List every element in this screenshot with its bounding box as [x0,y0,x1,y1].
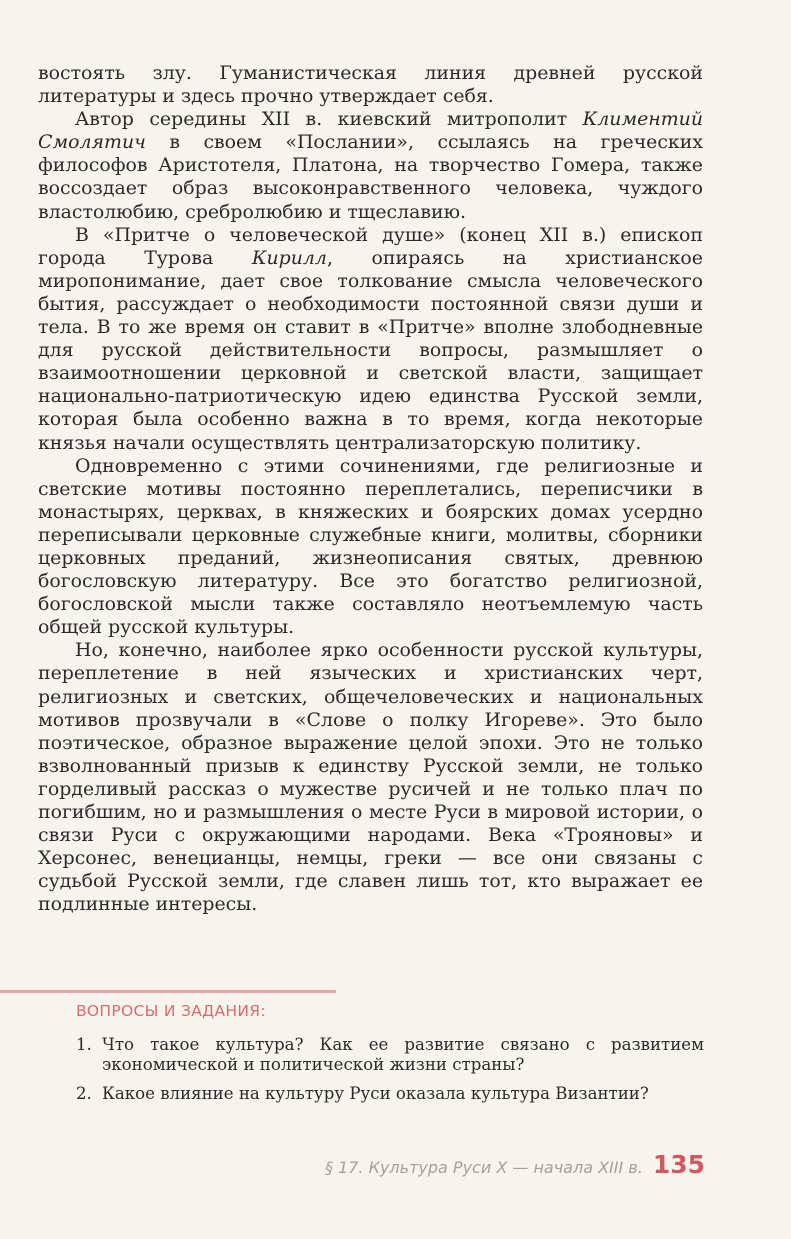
question-item [76,1035,704,1075]
question-item [76,1084,704,1104]
question-list [76,1035,704,1113]
paragraph-2: Автор середины XII в. киевский митрополит Климентий Смолятич в своем «Послании», ссылаясь на греческих философов Аристотеля, Платона, на творчество Гомера, также воссоздает образ высоконравственного человека, чуждого властолюбию, сребролюбию и тщеславию. [38,108,703,223]
section-heading: ВОПРОСЫ И ЗАДАНИЯ: [76,1002,266,1020]
running-head: § 17. Культура Руси X — начала XIII в. [324,1158,643,1177]
paragraph-1: востоять злу. Гуманистическая линия древней русской литературы и здесь прочно утверждает себя. [38,62,703,108]
question-text: Какое влияние на культуру Руси оказала культура Византии? [102,1084,649,1103]
question-text: Что такое культура? Как ее развитие связано с развитием экономической и политической жизни страны? [102,1035,704,1074]
question-number: 1. [76,1035,92,1054]
paragraph-3: В «Притче о человеческой душе» (конец XII в.) епископ города Турова Кирилл, опираясь на христианское миропонимание, дает свое толкование смысла человеческого бытия, рассуждает о необходимости постоянной связи души и тела. В то же время он ставит в «Притче» вполне злободневные для русской действительности вопросы, размышляет о взаимоотношении церковной и светской власти, защищает национально-патриотическую идею единства Русской земли, которая была особенно важна в то время, когда некоторые князья начали осуществлять централизаторскую политику. [38,223,703,454]
main-text [38,62,703,916]
question-number: 2. [76,1084,92,1103]
section-divider [0,990,336,993]
author-name-kirill: Кирилл [251,246,327,269]
page-footer [325,1150,705,1179]
author-name-kliment: Климентий Смолятич [38,108,703,154]
page-number: 135 [652,1150,705,1179]
paragraph-5: Но, конечно, наиболее ярко особенности русской культуры, переплетение в ней языческих и христианских черт, религиозных и светских, общечеловеческих и национальных мотивов прозвучали в «Слове о полку Игореве». Это было поэтическое, образное выражение целой эпохи. Это не только взволнованный призыв к единству Русской земли, не только горделивый рассказ о мужестве русичей и не только плач по погибшим, но и размышления о месте Руси в мировой истории, о связи Руси с окружающими народами. Века «Трояновы» и Херсонес, венецианцы, немцы, греки — все они связаны с судьбой Русской земли, где славен лишь тот, кто выражает ее подлинные интересы. [38,639,703,916]
paragraph-4: Одновременно с этими сочинениями, где религиозные и светские мотивы постоянно переплетались, переписчики в монастырях, церквах, в княжеских и боярских домах усердно переписывали церковные служебные книги, молитвы, сборники церковных преданий, жизнеописания святых, древнюю богословскую литературу. Все это богатство религиозной, богословской мысли также составляло неотъемлемую часть общей русской культуры. [38,454,703,639]
